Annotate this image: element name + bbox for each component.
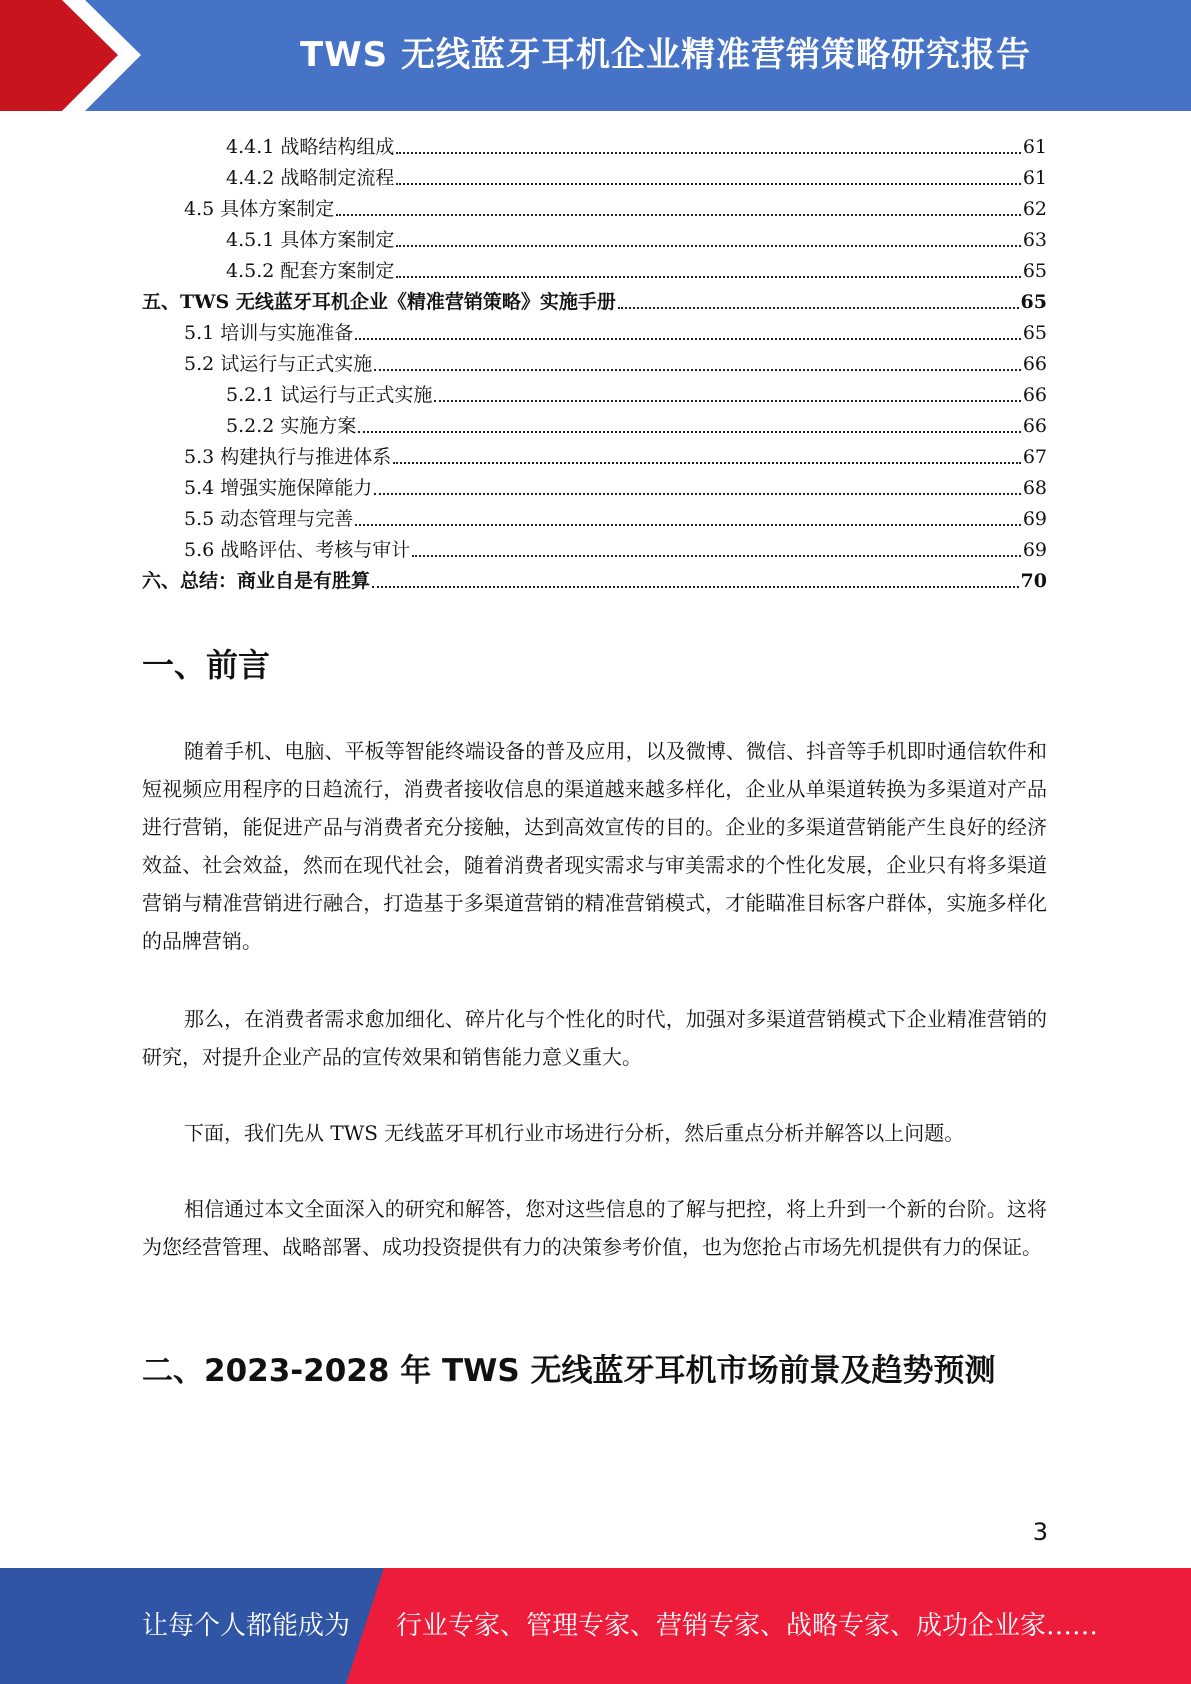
toc-entry-label: 5.2 试运行与正式实施 — [184, 353, 373, 375]
toc-entry[interactable] — [142, 562, 1047, 593]
footer-slogan-left: 让每个人都能成为 — [142, 1611, 351, 1641]
table-of-contents — [142, 128, 1047, 593]
toc-dot-leader — [396, 276, 1020, 278]
toc-dot-leader — [358, 431, 1020, 433]
toc-entry-label: 4.5.2 配套方案制定 — [226, 260, 395, 282]
toc-entry-page: 67 — [1022, 446, 1047, 468]
toc-entry-page: 65 — [1022, 260, 1047, 282]
toc-dot-leader — [336, 214, 1021, 216]
toc-entry-page: 66 — [1022, 353, 1047, 375]
toc-entry-label: 4.4.1 战略结构组成 — [226, 136, 395, 158]
toc-entry-label: 4.5.1 具体方案制定 — [226, 229, 395, 251]
toc-entry[interactable] — [142, 283, 1047, 314]
toc-entry[interactable] — [142, 190, 1047, 221]
toc-entry[interactable] — [142, 407, 1047, 438]
toc-entry-label: 五、TWS 无线蓝牙耳机企业《精准营销策略》实施手册 — [142, 291, 616, 313]
toc-entry-page: 70 — [1020, 570, 1047, 592]
toc-entry-page: 62 — [1022, 198, 1047, 220]
toc-entry[interactable] — [142, 376, 1047, 407]
toc-dot-leader — [396, 245, 1020, 247]
toc-entry[interactable] — [142, 252, 1047, 283]
toc-dot-leader — [374, 493, 1021, 495]
preface-paragraph: 随着手机、电脑、平板等智能终端设备的普及应用，以及微博、微信、抖音等手机即时通信软件和短视频应用程序的日趋流行，消费者接收信息的渠道越来越多样化，企业从单渠道转换为多渠道对产品进行营销，能促进产品与消费者充分接触，达到高效宣传的目的。企业的多渠道营销能产生良好的经济效益、社会效益，然而在现代社会，随着消费者现实需求与审美需求的个性化发展，企业只有将多渠道营销与精准营销进行融合，打造基于多渠道营销的精准营销模式，才能瞄准目标客户群体，实施多样化的品牌营销。 — [142, 739, 1047, 953]
section-heading-market-forecast: 二、2023-2028 年 TWS 无线蓝牙耳机市场前景及趋势预测 — [142, 1353, 996, 1389]
toc-dot-leader — [374, 369, 1021, 371]
toc-entry-page: 69 — [1022, 508, 1047, 530]
toc-entry[interactable] — [142, 221, 1047, 252]
toc-entry[interactable] — [142, 438, 1047, 469]
toc-dot-leader — [396, 152, 1020, 154]
header-banner — [0, 0, 1191, 111]
toc-dot-leader — [372, 586, 1019, 588]
toc-dot-leader — [618, 307, 1019, 309]
toc-entry-page: 69 — [1022, 539, 1047, 561]
toc-entry-page: 66 — [1022, 384, 1047, 406]
toc-entry-page: 68 — [1022, 477, 1047, 499]
toc-entry-label: 六、总结：商业自是有胜算 — [142, 570, 371, 592]
toc-entry-page: 63 — [1022, 229, 1047, 251]
footer-banner — [0, 1568, 1191, 1684]
header-arrow-decoration — [0, 0, 160, 111]
toc-entry-label: 5.1 培训与实施准备 — [184, 322, 354, 344]
toc-entry-page: 61 — [1022, 136, 1047, 158]
toc-entry-label: 5.4 增强实施保障能力 — [184, 477, 373, 499]
toc-entry-page: 66 — [1022, 415, 1047, 437]
toc-entry-label: 5.5 动态管理与完善 — [184, 508, 354, 530]
toc-dot-leader — [412, 555, 1021, 557]
toc-entry-label: 5.3 构建执行与推进体系 — [184, 446, 392, 468]
toc-entry-label: 5.6 战略评估、考核与审计 — [184, 539, 411, 561]
toc-entry[interactable] — [142, 469, 1047, 500]
toc-entry-page: 65 — [1022, 322, 1047, 344]
toc-dot-leader — [396, 183, 1020, 185]
toc-entry[interactable] — [142, 314, 1047, 345]
footer-slogan-right: 行业专家、管理专家、营销专家、战略专家、成功企业家…… — [396, 1611, 1099, 1641]
toc-dot-leader — [355, 338, 1021, 340]
toc-dot-leader — [434, 400, 1020, 402]
toc-dot-leader — [393, 462, 1021, 464]
toc-entry-page: 65 — [1020, 291, 1047, 313]
report-title: TWS 无线蓝牙耳机企业精准营销策略研究报告 — [299, 35, 1032, 75]
preface-paragraph: 那么，在消费者需求愈加细化、碎片化与个性化的时代，加强对多渠道营销模式下企业精准营销的研究，对提升企业产品的宣传效果和销售能力意义重大。 — [142, 1007, 1047, 1069]
toc-entry-label: 5.2.1 试运行与正式实施 — [226, 384, 433, 406]
section-heading-preface: 一、前言 — [142, 646, 271, 684]
toc-entry-page: 61 — [1022, 167, 1047, 189]
toc-entry-label: 4.4.2 战略制定流程 — [226, 167, 395, 189]
toc-entry[interactable] — [142, 531, 1047, 562]
toc-entry-label: 4.5 具体方案制定 — [184, 198, 335, 220]
toc-entry-label: 5.2.2 实施方案 — [226, 415, 357, 437]
toc-dot-leader — [355, 524, 1021, 526]
preface-paragraph: 相信通过本文全面深入的研究和解答，您对这些信息的了解与把控，将上升到一个新的台阶。这将为您经营管理、战略部署、成功投资提供有力的决策参考价值，也为您抢占市场先机提供有力的保证。 — [142, 1197, 1047, 1259]
preface-paragraph: 下面，我们先从 TWS 无线蓝牙耳机行业市场进行分析，然后重点分析并解答以上问题。 — [184, 1121, 965, 1145]
page-number: 3 — [1032, 1518, 1048, 1546]
toc-entry[interactable] — [142, 345, 1047, 376]
toc-entry[interactable] — [142, 500, 1047, 531]
toc-entry[interactable] — [142, 128, 1047, 159]
toc-entry[interactable] — [142, 159, 1047, 190]
